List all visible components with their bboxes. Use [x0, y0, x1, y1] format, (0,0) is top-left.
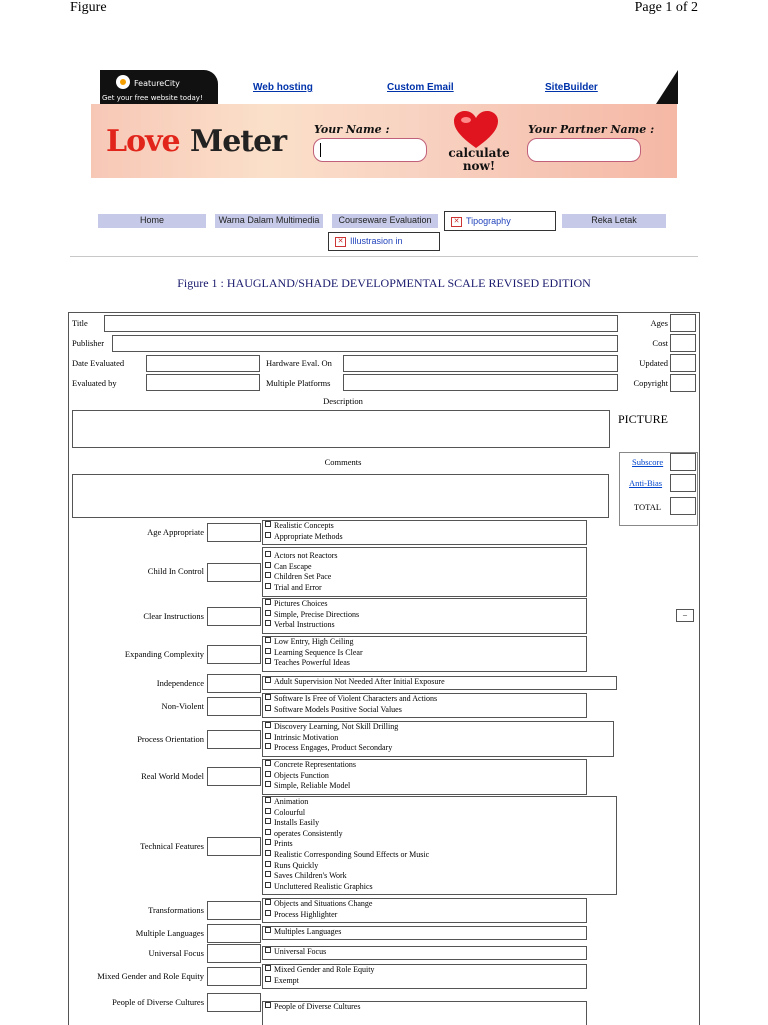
- custom-email-link[interactable]: Custom Email: [387, 82, 454, 93]
- date-evaluated-label: Date Evaluated: [72, 358, 125, 368]
- partner-name-input[interactable]: [527, 138, 641, 162]
- checklist-item[interactable]: operates Consistently: [265, 829, 614, 840]
- criterion-score[interactable]: [207, 837, 261, 856]
- picture-label: PICTURE: [618, 412, 669, 426]
- criterion-checklist: [262, 636, 587, 672]
- hardware-label: Hardware Eval. On: [266, 358, 332, 368]
- nav-tipography[interactable]: [444, 211, 556, 231]
- your-name-input[interactable]: [313, 138, 427, 162]
- featurecity-logo[interactable]: [100, 70, 218, 104]
- checklist-item[interactable]: Adult Supervision Not Needed After Initial Exposure: [265, 677, 614, 688]
- date-evaluated-field[interactable]: [146, 355, 260, 372]
- criterion-score[interactable]: [207, 645, 261, 664]
- criterion-score[interactable]: [207, 924, 261, 943]
- criterion-label: Real World Model: [141, 771, 204, 781]
- checklist-item[interactable]: Pictures Choices: [265, 599, 584, 610]
- subscore-field[interactable]: [670, 453, 696, 471]
- checklist-item[interactable]: Universal Focus: [265, 947, 584, 958]
- criterion-label: Clear Instructions: [143, 611, 204, 621]
- criterion-label: Age Appropriate: [147, 527, 204, 537]
- criterion-label: Expanding Complexity: [124, 649, 204, 659]
- calculate-button[interactable]: [448, 147, 510, 173]
- nav-warna[interactable]: Warna Dalam Multimedia: [215, 214, 323, 228]
- total-field[interactable]: [670, 497, 696, 515]
- criterion-score[interactable]: [207, 993, 261, 1012]
- nav-illustrasion-label: Illustrasion in: [350, 236, 403, 246]
- criterion-label: Multiple Languages: [135, 928, 204, 938]
- criterion-score[interactable]: [207, 563, 261, 582]
- checklist-item[interactable]: Mixed Gender and Role Equity: [265, 965, 584, 976]
- criterion-score[interactable]: [207, 674, 261, 693]
- criterion-score[interactable]: [207, 607, 261, 626]
- multiple-platforms-field[interactable]: [343, 374, 618, 391]
- criterion-checklist: [262, 898, 587, 923]
- criterion-score[interactable]: [207, 967, 261, 986]
- copyright-field[interactable]: [670, 374, 696, 392]
- now-label: now!: [462, 159, 496, 173]
- gear-logo-icon: [116, 75, 130, 89]
- anti-bias-link[interactable]: Anti-Bias: [629, 478, 663, 488]
- evaluated-by-field[interactable]: [146, 374, 260, 391]
- criterion-score[interactable]: [207, 523, 261, 542]
- cost-field[interactable]: [670, 334, 696, 352]
- small-select-control[interactable]: –: [676, 609, 694, 622]
- criterion-checklist: [262, 693, 587, 718]
- brand-tagline: Get your free website today!: [102, 94, 203, 102]
- checklist-item[interactable]: Saves Children's Work: [265, 871, 614, 882]
- checklist-item[interactable]: Process Highlighter: [265, 910, 584, 921]
- hardware-field[interactable]: [343, 355, 618, 372]
- checklist-item[interactable]: Trial and Error: [265, 583, 584, 594]
- checklist-item[interactable]: Simple, Reliable Model: [265, 781, 584, 792]
- checklist-item[interactable]: Colourful: [265, 808, 614, 819]
- checklist-item[interactable]: Software Is Free of Violent Characters and Actions: [265, 694, 584, 705]
- copyright-label: Copyright: [633, 378, 668, 388]
- criterion-checklist: [262, 796, 617, 895]
- criterion-score[interactable]: [207, 767, 261, 786]
- criterion-label: Mixed Gender and Role Equity: [97, 971, 204, 981]
- heart-icon[interactable]: [452, 110, 500, 150]
- criterion-label: Process Orientation: [137, 734, 204, 744]
- criterion-checklist: [262, 926, 587, 940]
- checklist-item[interactable]: Children Set Pace: [265, 572, 584, 583]
- ages-label: Ages: [650, 318, 668, 328]
- ages-field[interactable]: [670, 314, 696, 332]
- criterion-label: Non-Violent: [161, 701, 204, 711]
- criterion-score[interactable]: [207, 944, 261, 963]
- checklist-item[interactable]: Teaches Powerful Ideas: [265, 658, 584, 669]
- total-label: TOTAL: [634, 502, 662, 512]
- checklist-item[interactable]: Verbal Instructions: [265, 620, 584, 631]
- criterion-checklist: [262, 598, 587, 634]
- criterion-checklist: [262, 1001, 587, 1025]
- checklist-item[interactable]: Can Escape: [265, 562, 584, 573]
- checklist-item[interactable]: Simple, Precise Directions: [265, 610, 584, 621]
- checklist-item[interactable]: Discovery Learning, Not Skill Drilling: [265, 722, 611, 733]
- checklist-item[interactable]: Animation: [265, 797, 614, 808]
- criterion-score[interactable]: [207, 697, 261, 716]
- brand-name: FeatureCity: [134, 79, 180, 88]
- checklist-item[interactable]: Actors not Reactors: [265, 551, 584, 562]
- multiple-platforms-label: Multiple Platforms: [266, 378, 331, 388]
- calculate-label: calculate: [448, 146, 510, 160]
- criterion-label: Child In Control: [147, 566, 204, 576]
- criterion-checklist: [262, 946, 587, 960]
- subscore-link[interactable]: Subscore: [632, 457, 664, 467]
- nav-tipography-label: Tipography: [466, 216, 511, 226]
- criterion-checklist: [262, 964, 587, 989]
- criterion-score[interactable]: [207, 901, 261, 920]
- criterion-checklist: [262, 547, 587, 597]
- your-name-label: Your Name :: [314, 123, 390, 136]
- description-label: Description: [323, 396, 363, 406]
- publisher-label: Publisher: [72, 338, 105, 348]
- divider: [70, 256, 698, 257]
- nav-reka[interactable]: Reka Letak: [562, 214, 666, 228]
- checklist-item[interactable]: Learning Sequence Is Clear: [265, 648, 584, 659]
- checklist-item[interactable]: Intrinsic Motivation: [265, 733, 611, 744]
- love-text: Love: [106, 124, 180, 159]
- criterion-label: Transformations: [148, 905, 204, 915]
- description-field[interactable]: [72, 410, 610, 448]
- partner-name-label: Your Partner Name :: [528, 123, 655, 136]
- checklist-item[interactable]: Concrete Representations: [265, 760, 584, 771]
- page-header-left: Figure: [70, 0, 107, 15]
- evaluated-by-label: Evaluated by: [72, 378, 117, 388]
- checklist-item[interactable]: Uncluttered Realistic Graphics: [265, 882, 614, 893]
- checklist-item[interactable]: Multiples Languages: [265, 927, 584, 938]
- nav-home[interactable]: Home: [98, 214, 206, 228]
- checklist-item[interactable]: Runs Quickly: [265, 861, 614, 872]
- criterion-label: Independence: [156, 678, 204, 688]
- sitebuilder-link[interactable]: SiteBuilder: [545, 82, 598, 93]
- checklist-item[interactable]: Objects and Situations Change: [265, 899, 584, 910]
- comments-field[interactable]: [72, 474, 609, 518]
- nav-illustrasion[interactable]: [328, 232, 440, 251]
- checklist-item[interactable]: Exempt: [265, 976, 584, 987]
- nav-courseware[interactable]: Courseware Evaluation: [332, 214, 438, 228]
- title-label: Title: [72, 318, 88, 328]
- web-hosting-link[interactable]: Web hosting: [253, 82, 313, 93]
- broken-image-icon: ✕: [451, 217, 462, 227]
- checklist-item[interactable]: Low Entry, High Ceiling: [265, 637, 584, 648]
- criterion-label: People of Diverse Cultures: [112, 997, 204, 1007]
- figure-title: Figure 1 : HAUGLAND/SHADE DEVELOPMENTAL SCALE REVISED EDITION: [177, 276, 591, 290]
- updated-field[interactable]: [670, 354, 696, 372]
- criterion-checklist: [262, 759, 587, 795]
- checklist-item[interactable]: Software Models Positive Social Values: [265, 705, 584, 716]
- updated-label: Updated: [639, 358, 668, 368]
- checklist-item[interactable]: People of Diverse Cultures: [265, 1002, 584, 1013]
- criterion-score[interactable]: [207, 730, 261, 749]
- meter-text: Meter: [190, 124, 287, 159]
- criterion-label: Technical Features: [140, 841, 204, 851]
- checklist-item[interactable]: Prints: [265, 839, 614, 850]
- comments-label: Comments: [324, 457, 362, 467]
- page-number: Page 1 of 2: [634, 0, 698, 15]
- cost-label: Cost: [652, 338, 668, 348]
- checklist-item[interactable]: Realistic Concepts: [265, 521, 584, 532]
- text-cursor: [320, 143, 321, 157]
- anti-bias-field[interactable]: [670, 474, 696, 492]
- criterion-checklist: [262, 520, 587, 545]
- title-field[interactable]: [104, 315, 618, 332]
- checklist-item[interactable]: Realistic Corresponding Sound Effects or Music: [265, 850, 614, 861]
- publisher-field[interactable]: [112, 335, 618, 352]
- criterion-checklist: [262, 676, 617, 690]
- criterion-checklist: [262, 721, 614, 757]
- criterion-label: Universal Focus: [148, 948, 204, 958]
- broken-image-icon: ✕: [335, 237, 346, 247]
- checklist-item[interactable]: Appropriate Methods: [265, 532, 584, 543]
- checklist-item[interactable]: Objects Function: [265, 771, 584, 782]
- checklist-item[interactable]: Process Engages, Product Secondary: [265, 743, 611, 754]
- checklist-item[interactable]: Installs Easily: [265, 818, 614, 829]
